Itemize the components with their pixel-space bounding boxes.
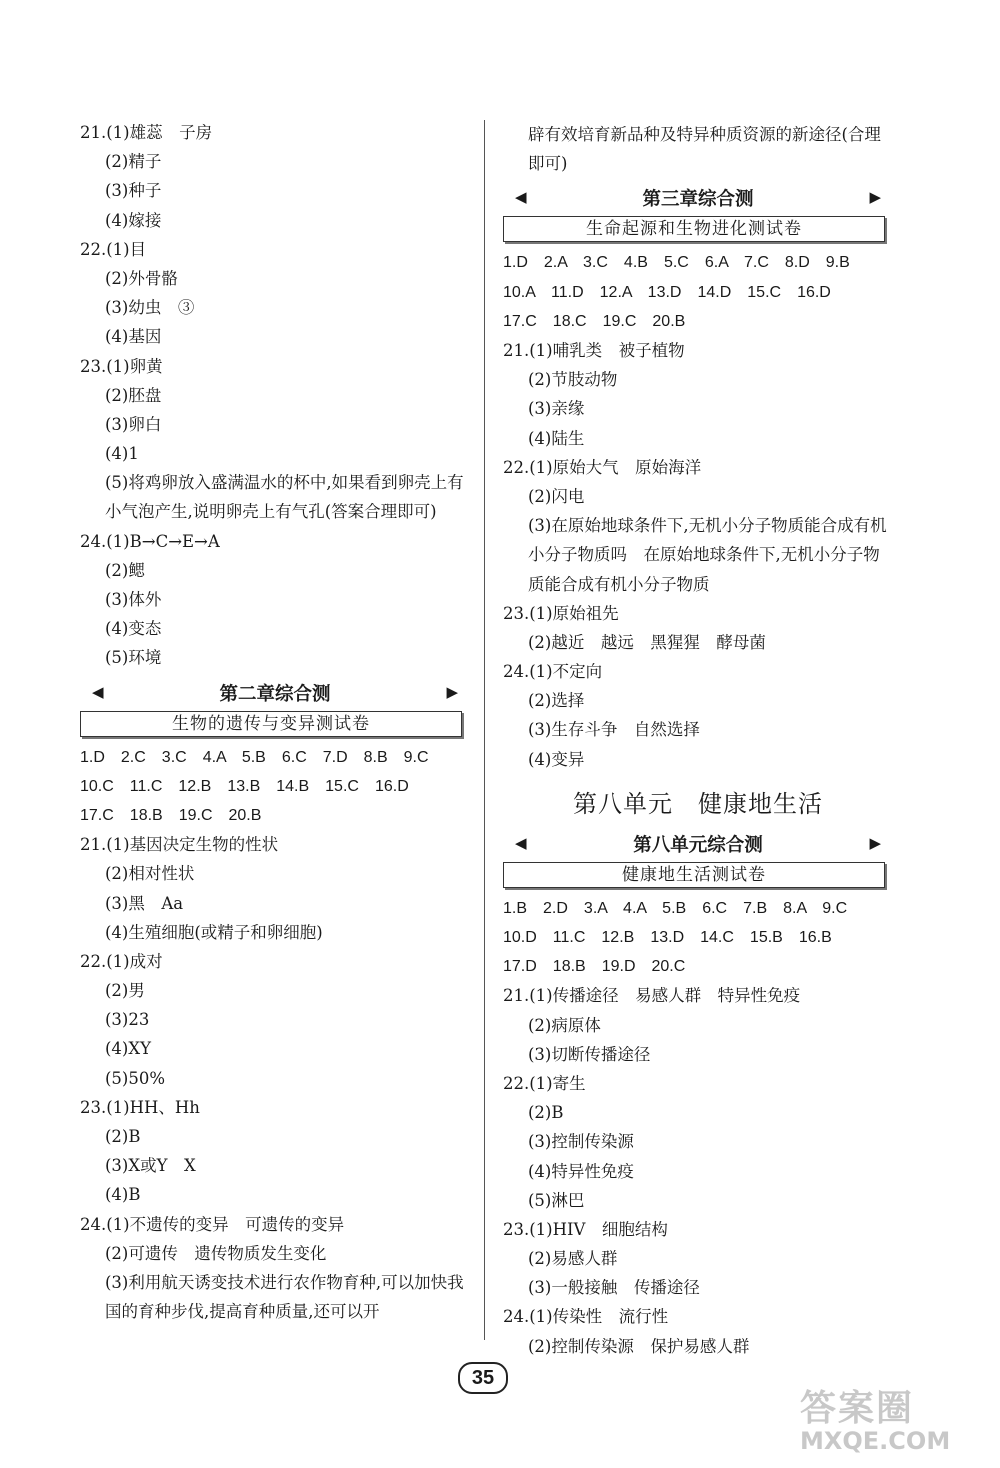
answer-line: (5)将鸡卵放入盛满温水的杯中,如果看到卵壳上有小气泡产生,说明卵壳上有气孔(答案合理即可) (105, 473, 464, 522)
answer-line: (2)相对性状 (105, 864, 195, 884)
answer-line: (5)环境 (105, 648, 162, 668)
answer-line: (4)变态 (105, 619, 162, 639)
mc-answer-row: 10.C 11.C 12.B 13.B 14.B 15.C 16.D (80, 777, 409, 795)
answer-line: 22.(1)成对 (80, 951, 163, 971)
section-subtitle-box: 健康地生活测试卷 (503, 862, 885, 888)
answer-line: 21.(1)传播途径 易感人群 特异性免疫 (503, 986, 801, 1006)
right-column (503, 120, 893, 1361)
watermark-url: MXQE.COM (800, 1427, 951, 1455)
right-arrow-icon: ▶ (869, 833, 881, 852)
answer-line: (2)病原体 (528, 1015, 601, 1035)
answer-line: (2)外骨骼 (105, 268, 178, 288)
answer-line: 22.(1)寄生 (503, 1073, 586, 1093)
answer-line: 22.(1)目 (80, 239, 147, 259)
multiple-choice-answers (503, 248, 893, 336)
right-arrow-icon: ▶ (446, 682, 458, 701)
answer-line: 23.(1)HIV 细胞结构 (503, 1219, 668, 1239)
answer-line: 24.(1)不遗传的变异 可遗传的变异 (80, 1214, 345, 1234)
answer-line: 24.(1)不定向 (503, 662, 603, 682)
left-column (80, 118, 470, 1326)
answer-line: (3)利用航天诱变技术进行农作物育种,可以加快我国的育种步伐,提高育种质量,还可以开 (105, 1272, 464, 1322)
answer-line: 23.(1)卵黄 (80, 356, 163, 376)
mc-answer-row: 17.D 18.B 19.D 20.C (503, 958, 686, 976)
section-title: 第三章综合测 (642, 189, 754, 211)
answer-line: (3)卵白 (105, 414, 162, 434)
answer-line: (2)男 (105, 981, 145, 1001)
answer-line: 21.(1)哺乳类 被子植物 (503, 340, 685, 360)
left-arrow-icon: ◀ (92, 682, 104, 701)
answer-line: (2)胚盘 (105, 385, 162, 405)
multiple-choice-answers (503, 894, 893, 982)
mc-answer-row: 17.C 18.B 19.C 20.B (80, 806, 262, 824)
answer-list (503, 336, 893, 774)
answer-line: (2)B (528, 1103, 564, 1123)
left-arrow-icon: ◀ (515, 188, 527, 207)
answer-line: (3)切断传播途径 (528, 1044, 651, 1064)
watermark-logo (800, 1380, 990, 1460)
answer-line: (4)1 (105, 444, 139, 464)
mc-answer-row: 1.D 2.C 3.C 4.A 5.B 6.C 7.D 8.B 9.C (80, 748, 429, 766)
answer-line: (4)陆生 (528, 428, 585, 448)
answer-line: (4)特异性免疫 (528, 1161, 634, 1181)
answer-line: (5)淋巴 (528, 1190, 585, 1210)
answer-line: 23.(1)HH、Hh (80, 1097, 200, 1117)
answer-line: (3)一般接触 传播途径 (528, 1278, 700, 1298)
answer-line: (2)越近 越远 黑猩猩 酵母菌 (528, 632, 766, 652)
answer-line: (2)选择 (528, 691, 585, 711)
answer-line: 21.(1)基因决定生物的性状 (80, 835, 279, 855)
answer-line: (3)体外 (105, 590, 162, 610)
mc-answer-row: 17.C 18.C 19.C 20.B (503, 312, 686, 330)
section-header-chapter2 (80, 677, 470, 709)
answer-line: (2)闪电 (528, 486, 585, 506)
answer-line: (4)B (105, 1185, 141, 1205)
answer-line: (3)幼虫 ③ (105, 298, 195, 318)
answer-line: (2)控制传染源 保护易感人群 (528, 1336, 750, 1356)
answer-line: (4)生殖细胞(或精子和卵细胞) (105, 922, 323, 942)
answer-line: (2)易感人群 (528, 1249, 618, 1269)
answer-line: (3)亲缘 (528, 399, 585, 419)
answer-line: (3)控制传染源 (528, 1132, 634, 1152)
answer-line: (4)变异 (528, 749, 585, 769)
answer-line: (2)可遗传 遗传物质发生变化 (105, 1243, 327, 1263)
answer-line: (3)X或Y X (105, 1156, 196, 1176)
column-divider (484, 120, 485, 1340)
mc-answer-row: 10.A 11.D 12.A 13.D 14.D 15.C 16.D (503, 283, 831, 301)
section-subtitle-box: 生物的遗传与变异测试卷 (80, 711, 462, 737)
answer-list (80, 118, 470, 673)
answer-line: (2)B (105, 1127, 141, 1147)
section-title: 第八单元综合测 (633, 834, 763, 856)
mc-answer-row: 10.D 11.C 12.B 13.D 14.C 15.B 16.B (503, 929, 832, 947)
answer-line: (2)节肢动物 (528, 370, 618, 390)
answer-line: (3)在原始地球条件下,无机小分子物质能合成有机小分子物质吗 在原始地球条件下,无机小分子物质能合成有机小分子物质 (528, 516, 887, 594)
unit-title: 第八单元 健康地生活 (573, 789, 823, 818)
answer-line: 22.(1)原始大气 原始海洋 (503, 457, 702, 477)
section-header-unit8 (503, 828, 893, 860)
answer-line: (2)鳃 (105, 560, 145, 580)
answer-list (503, 120, 893, 178)
mc-answer-row: 1.B 2.D 3.A 4.A 5.B 6.C 7.B 8.A 9.C (503, 899, 848, 917)
watermark-text: 答案圈 (800, 1388, 915, 1429)
answer-list (503, 981, 893, 1360)
answer-line: (3)23 (105, 1010, 150, 1030)
left-arrow-icon: ◀ (515, 833, 527, 852)
answer-line: (5)50% (105, 1068, 166, 1088)
answer-line: (4)基因 (105, 327, 162, 347)
right-arrow-icon: ▶ (869, 188, 881, 207)
answer-line: (3)生存斗争 自然选择 (528, 720, 700, 740)
answer-list (80, 830, 470, 1326)
section-header-chapter3 (503, 182, 893, 214)
answer-line: (2)精子 (105, 152, 162, 172)
answer-line: (4)嫁接 (105, 210, 162, 230)
section-title: 第二章综合测 (219, 683, 331, 705)
answer-line: (4)XY (105, 1039, 152, 1059)
answer-line: 24.(1)B→C→E→A (80, 531, 220, 551)
answer-line: 辟有效培育新品种及特异种质资源的新途径(合理即可) (528, 125, 881, 174)
page-number: 35 (458, 1362, 508, 1394)
answer-line: 23.(1)原始祖先 (503, 603, 619, 623)
multiple-choice-answers (80, 743, 470, 831)
answer-line: (3)黑 Aa (105, 893, 184, 913)
mc-answer-row: 1.D 2.A 3.C 4.B 5.C 6.A 7.C 8.D 9.B (503, 254, 850, 272)
answer-line: 24.(1)传染性 流行性 (503, 1307, 669, 1327)
answer-line: (3)种子 (105, 181, 162, 201)
section-subtitle-box: 生命起源和生物进化测试卷 (503, 216, 885, 242)
answer-line: 21.(1)雄蕊 子房 (80, 123, 213, 142)
